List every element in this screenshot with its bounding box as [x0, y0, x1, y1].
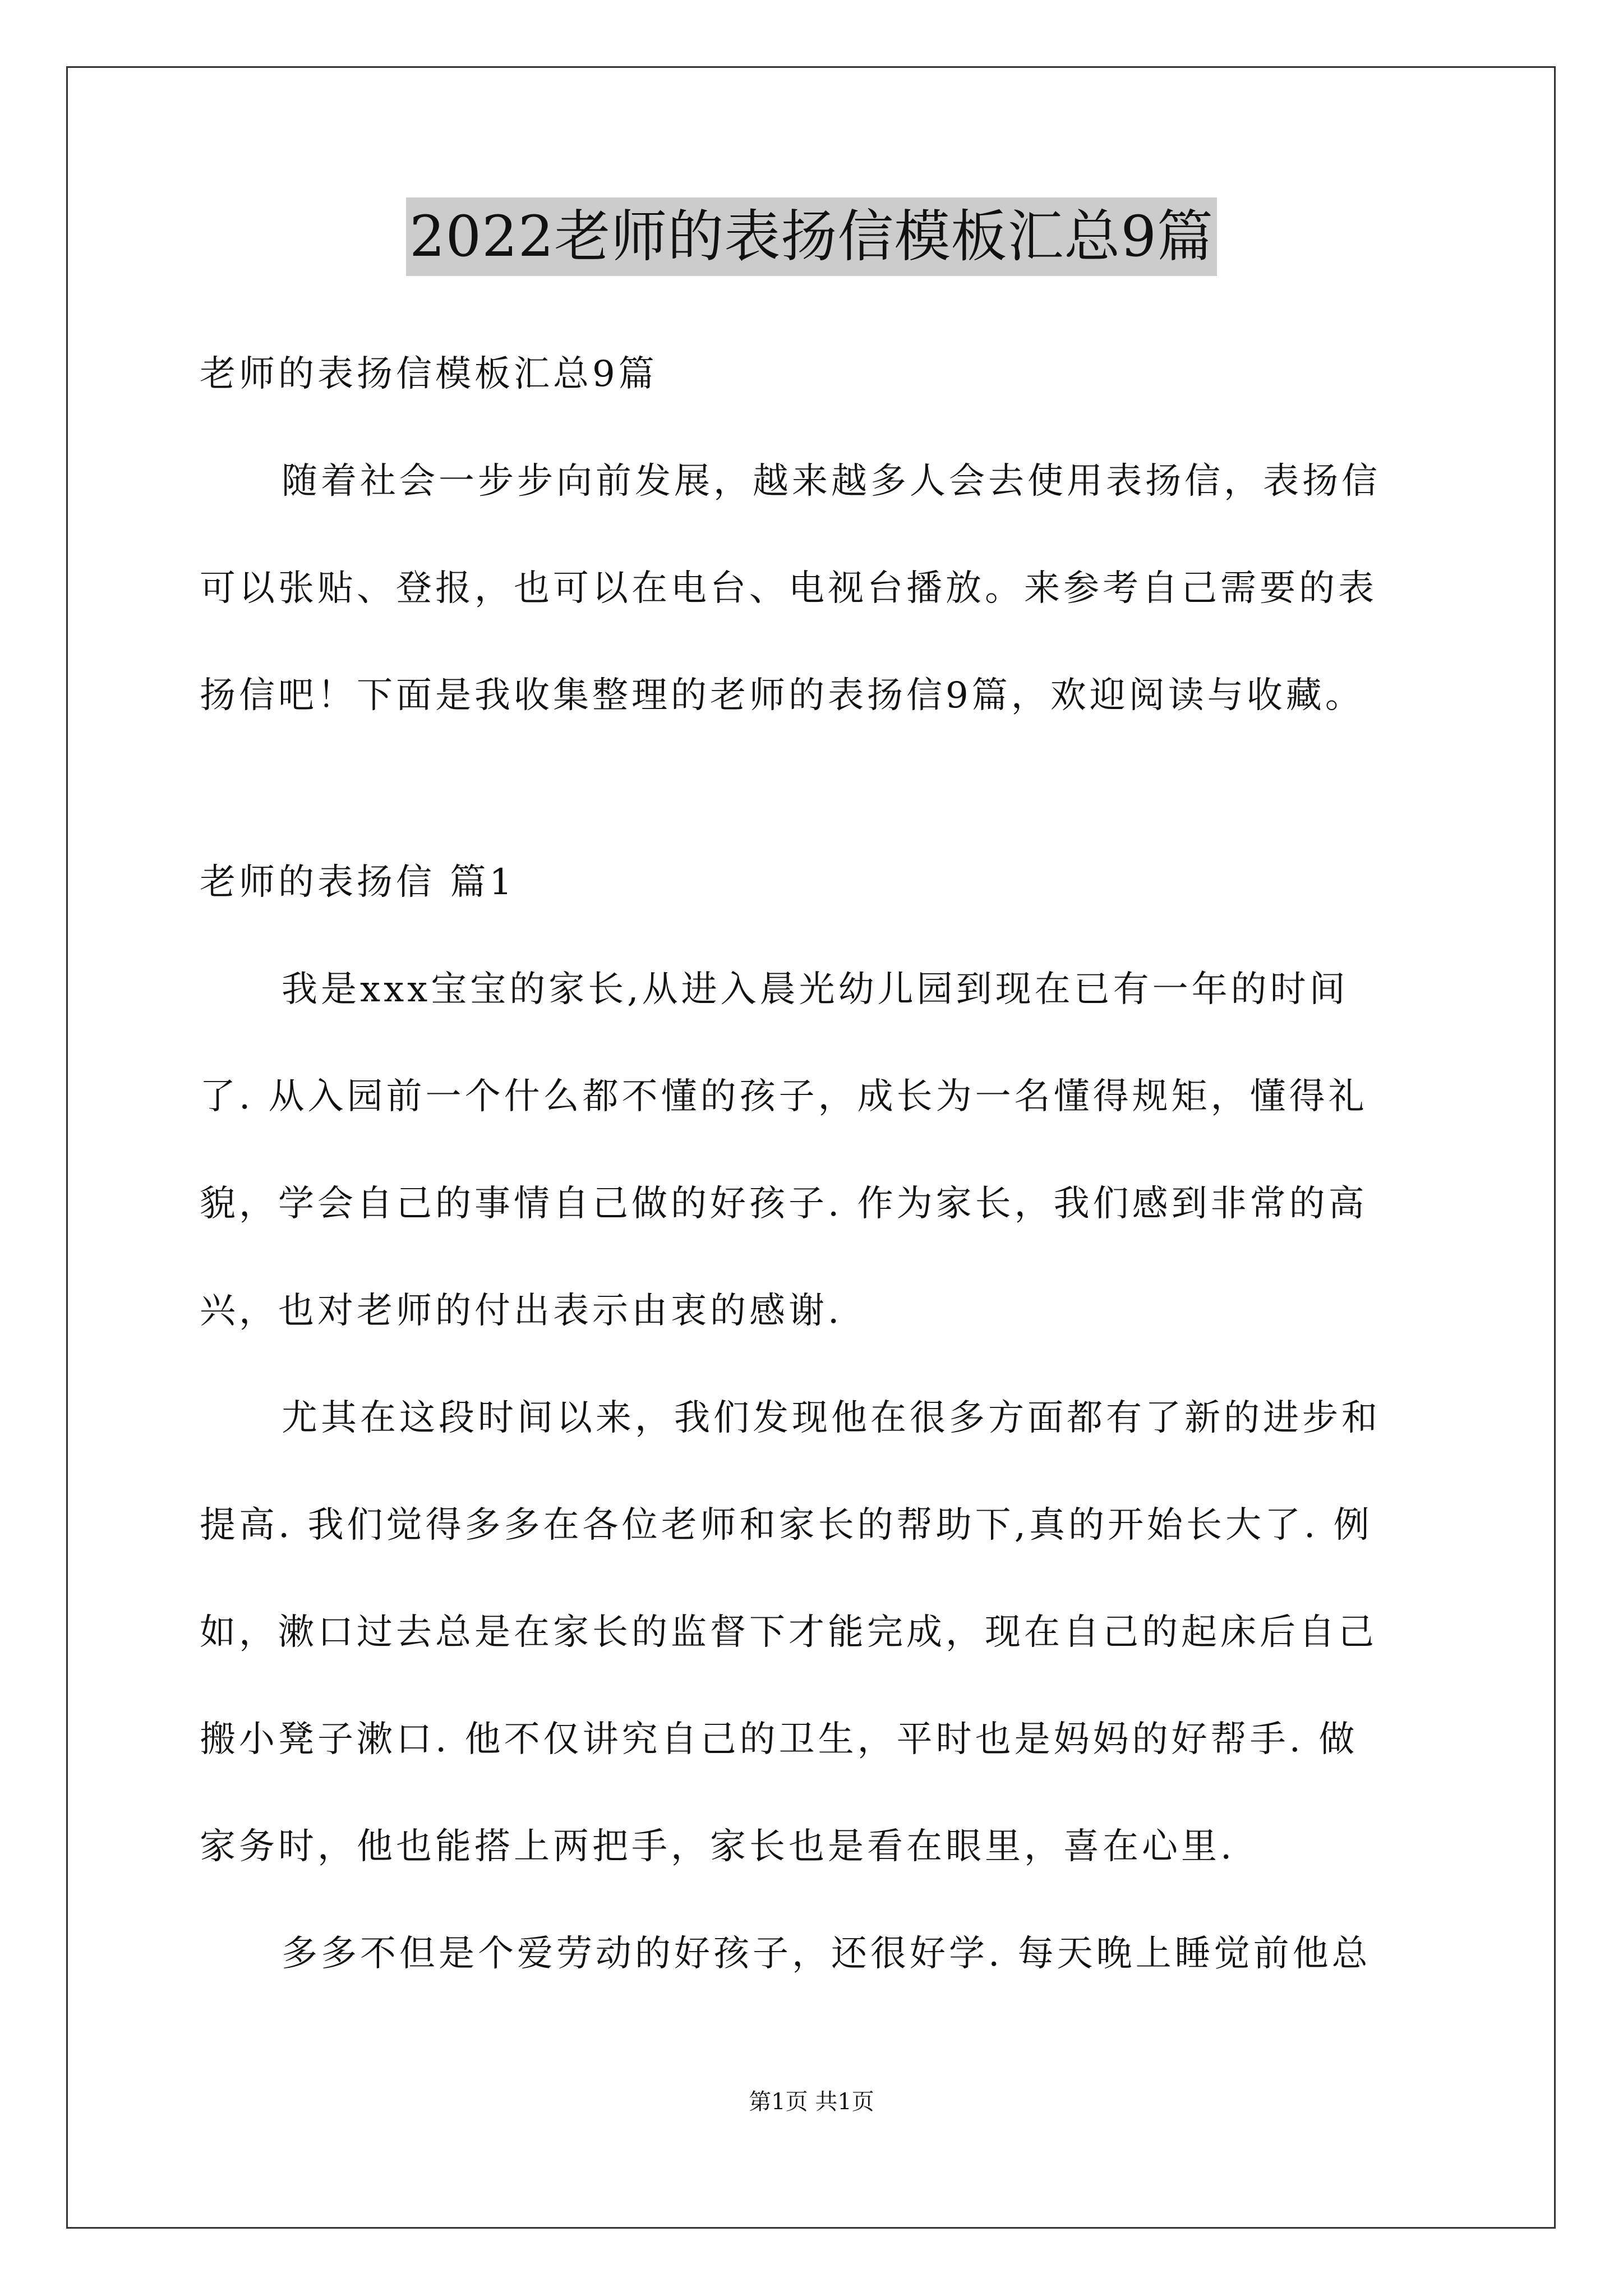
text-line: 多多不但是个爱劳动的好孩子，还很好学. 每天晚上睡觉前他总 [282, 1933, 1371, 1975]
intro-paragraph [200, 455, 1428, 723]
subtitle: 老师的表扬信模板汇总9篇 [200, 353, 658, 395]
document-body [200, 348, 1428, 1981]
text-line: 扬信吧！下面是我收集整理的老师的表扬信9篇，欢迎阅读与收藏。 [200, 675, 1364, 716]
text-line: 了. 从入园前一个什么都不懂的孩子，成长为一名懂得规矩，懂得礼 [200, 1076, 1368, 1117]
section-heading: 老师的表扬信 篇1 [200, 862, 516, 903]
text-line: 兴，也对老师的付出表示由衷的感谢. [200, 1290, 843, 1332]
paragraph-1 [200, 963, 1428, 1338]
text-line: 家务时，他也能搭上两把手，家长也是看在眼里，喜在心里. [200, 1826, 1235, 1867]
text-line: 可以张贴、登报，也可以在电台、电视台播放。来参考自己需要的表 [200, 568, 1377, 609]
text-line: 尤其在这段时间以来，我们发现他在很多方面都有了新的进步和 [282, 1397, 1381, 1439]
text-line: 我是xxx宝宝的家长,从进入晨光幼儿园到现在已有一年的时间 [282, 969, 1349, 1010]
text-line: 搬小凳子漱口. 他不仅讲究自己的卫生，平时也是妈妈的好帮手. 做 [200, 1719, 1358, 1760]
paragraph-2 [200, 1392, 1428, 1874]
page-footer: 第1页 共1页 [749, 2089, 874, 2115]
text-line: 如，漱口过去总是在家长的监督下才能完成，现在自己的起床后自己 [200, 1612, 1377, 1653]
text-line: 貌，学会自己的事情自己做的好孩子. 作为家长，我们感到非常的高 [200, 1183, 1368, 1225]
text-line: 随着社会一步步向前发展，越来越多人会去使用表扬信，表扬信 [282, 461, 1381, 502]
document-title: 2022老师的表扬信模板汇总9篇 [406, 197, 1217, 276]
text-line: 提高. 我们觉得多多在各位老师和家长的帮助下,真的开始长大了. 例 [200, 1504, 1373, 1546]
paragraph-3 [200, 1927, 1428, 1981]
title-area [0, 197, 1623, 276]
